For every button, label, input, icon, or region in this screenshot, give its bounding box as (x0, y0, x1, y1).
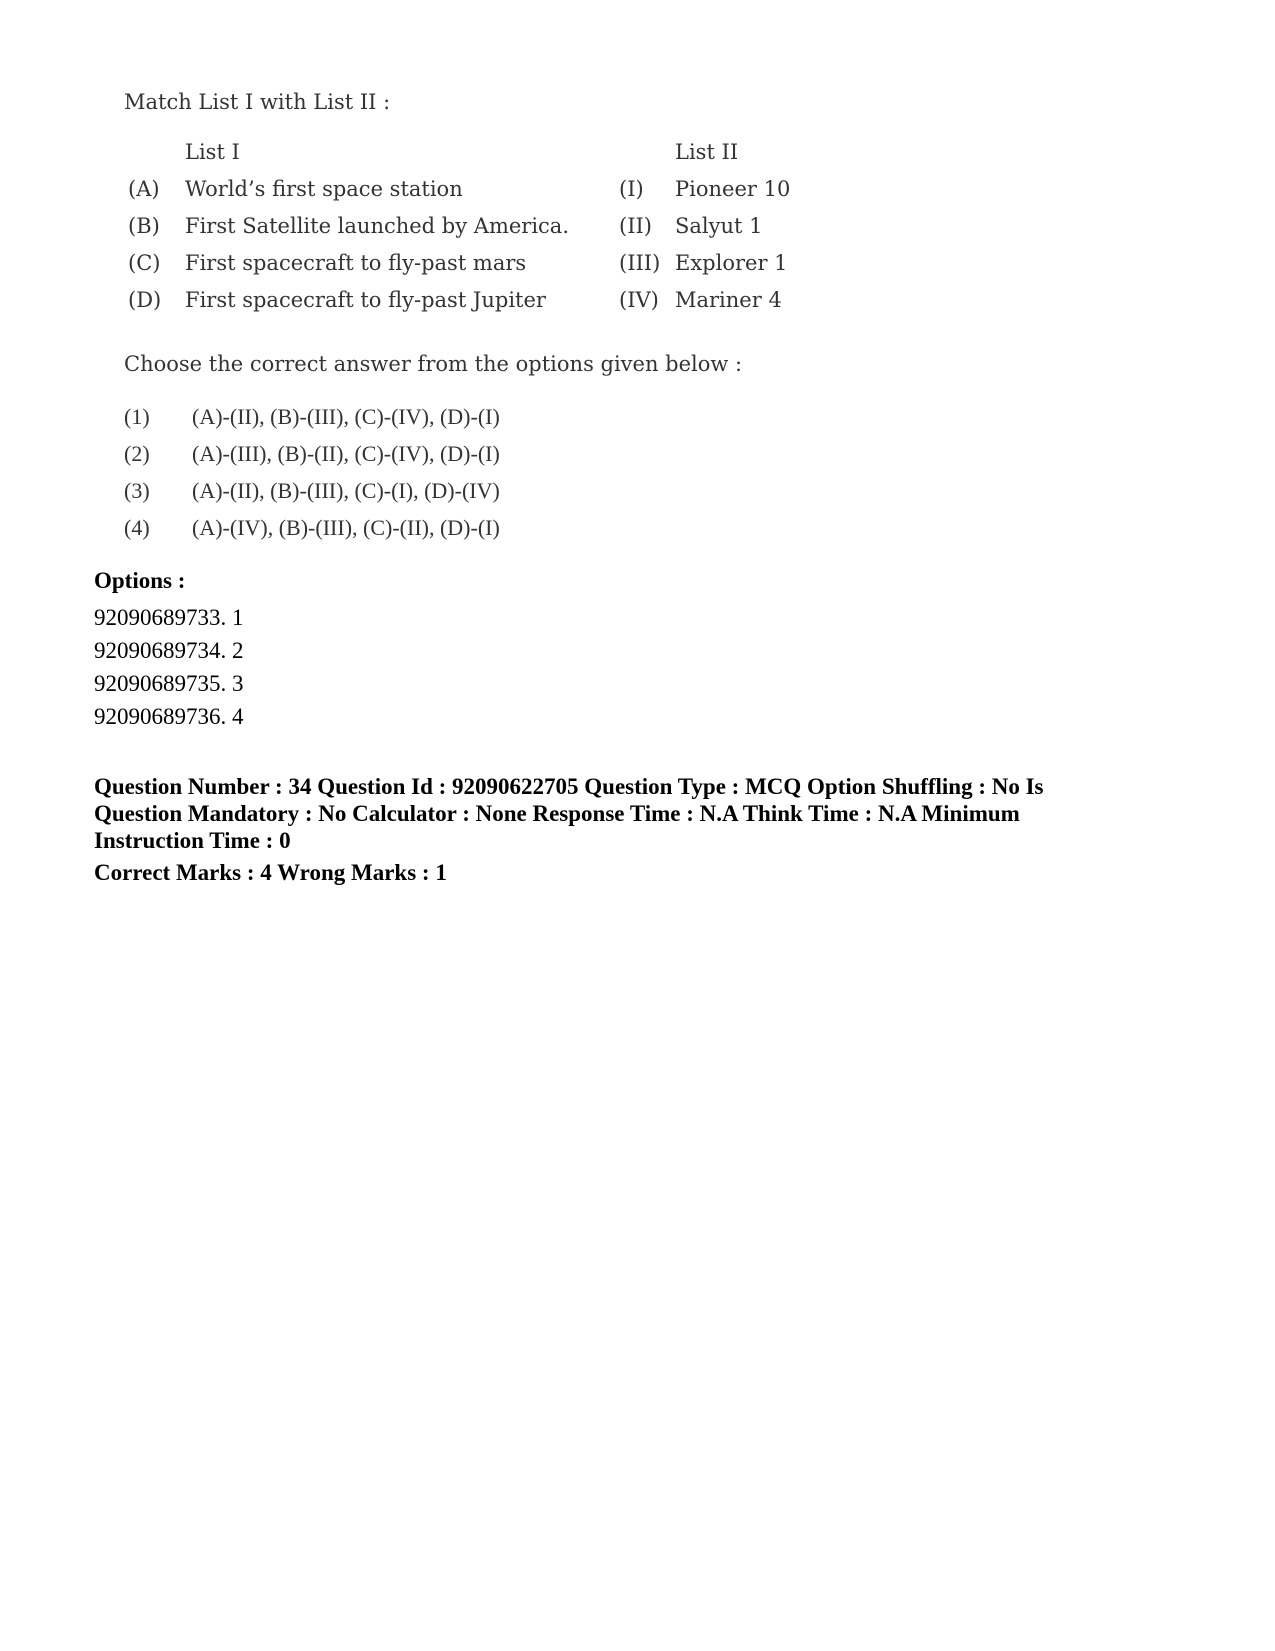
list1-text: First spacecraft to fly-past mars (185, 251, 527, 275)
question-intro: Match List I with List II : (124, 90, 391, 114)
option-item: 92090689734. 2 (94, 638, 244, 663)
list2-text: Explorer 1 (675, 251, 788, 275)
list2-text: Salyut 1 (675, 214, 763, 238)
list1-key: (D) (128, 288, 162, 312)
list1-header: List I (185, 140, 240, 164)
list2-text: Pioneer 10 (675, 177, 791, 201)
list2-header: List II (675, 140, 739, 164)
list1-text: First Satellite launched by America. (185, 214, 569, 238)
choose-instruction: Choose the correct answer from the options given below : (124, 352, 743, 376)
list2-text: Mariner 4 (675, 288, 782, 312)
answer-text: (A)-(IV), (B)-(III), (C)-(II), (D)-(I) (192, 515, 500, 540)
question-metadata: Question Number : 34 Question Id : 92090622705 Question Type : MCQ Option Shuffling : No Is Question Mandatory : No Calculator : None Response Time : N.A Think Time : N.A Minimum Instruction Time : 0 (94, 774, 1044, 853)
marks-info: Correct Marks : 4 Wrong Marks : 1 (94, 860, 447, 885)
option-item: 92090689736. 4 (94, 704, 244, 729)
list2-key: (II) (619, 214, 652, 238)
options-label: Options : (94, 568, 186, 593)
answer-number: (3) (124, 478, 150, 503)
list2-key: (III) (619, 251, 661, 275)
answer-text: (A)-(II), (B)-(III), (C)-(IV), (D)-(I) (192, 404, 500, 429)
answer-number: (1) (124, 404, 150, 429)
list1-text: First spacecraft to fly-past Jupiter (185, 288, 546, 312)
option-list (94, 601, 244, 733)
list2-key: (IV) (619, 288, 659, 312)
answer-number: (2) (124, 441, 150, 466)
answer-text: (A)-(III), (B)-(II), (C)-(IV), (D)-(I) (192, 441, 500, 466)
list1-text: World’s first space station (185, 177, 463, 201)
answer-text: (A)-(II), (B)-(III), (C)-(I), (D)-(IV) (192, 478, 500, 503)
option-item: 92090689735. 3 (94, 671, 244, 696)
list1-key: (B) (128, 214, 160, 238)
list1-key: (A) (128, 177, 160, 201)
option-item: 92090689733. 1 (94, 605, 244, 630)
answer-number: (4) (124, 515, 150, 540)
list2-key: (I) (619, 177, 644, 201)
list1-key: (C) (128, 251, 161, 275)
